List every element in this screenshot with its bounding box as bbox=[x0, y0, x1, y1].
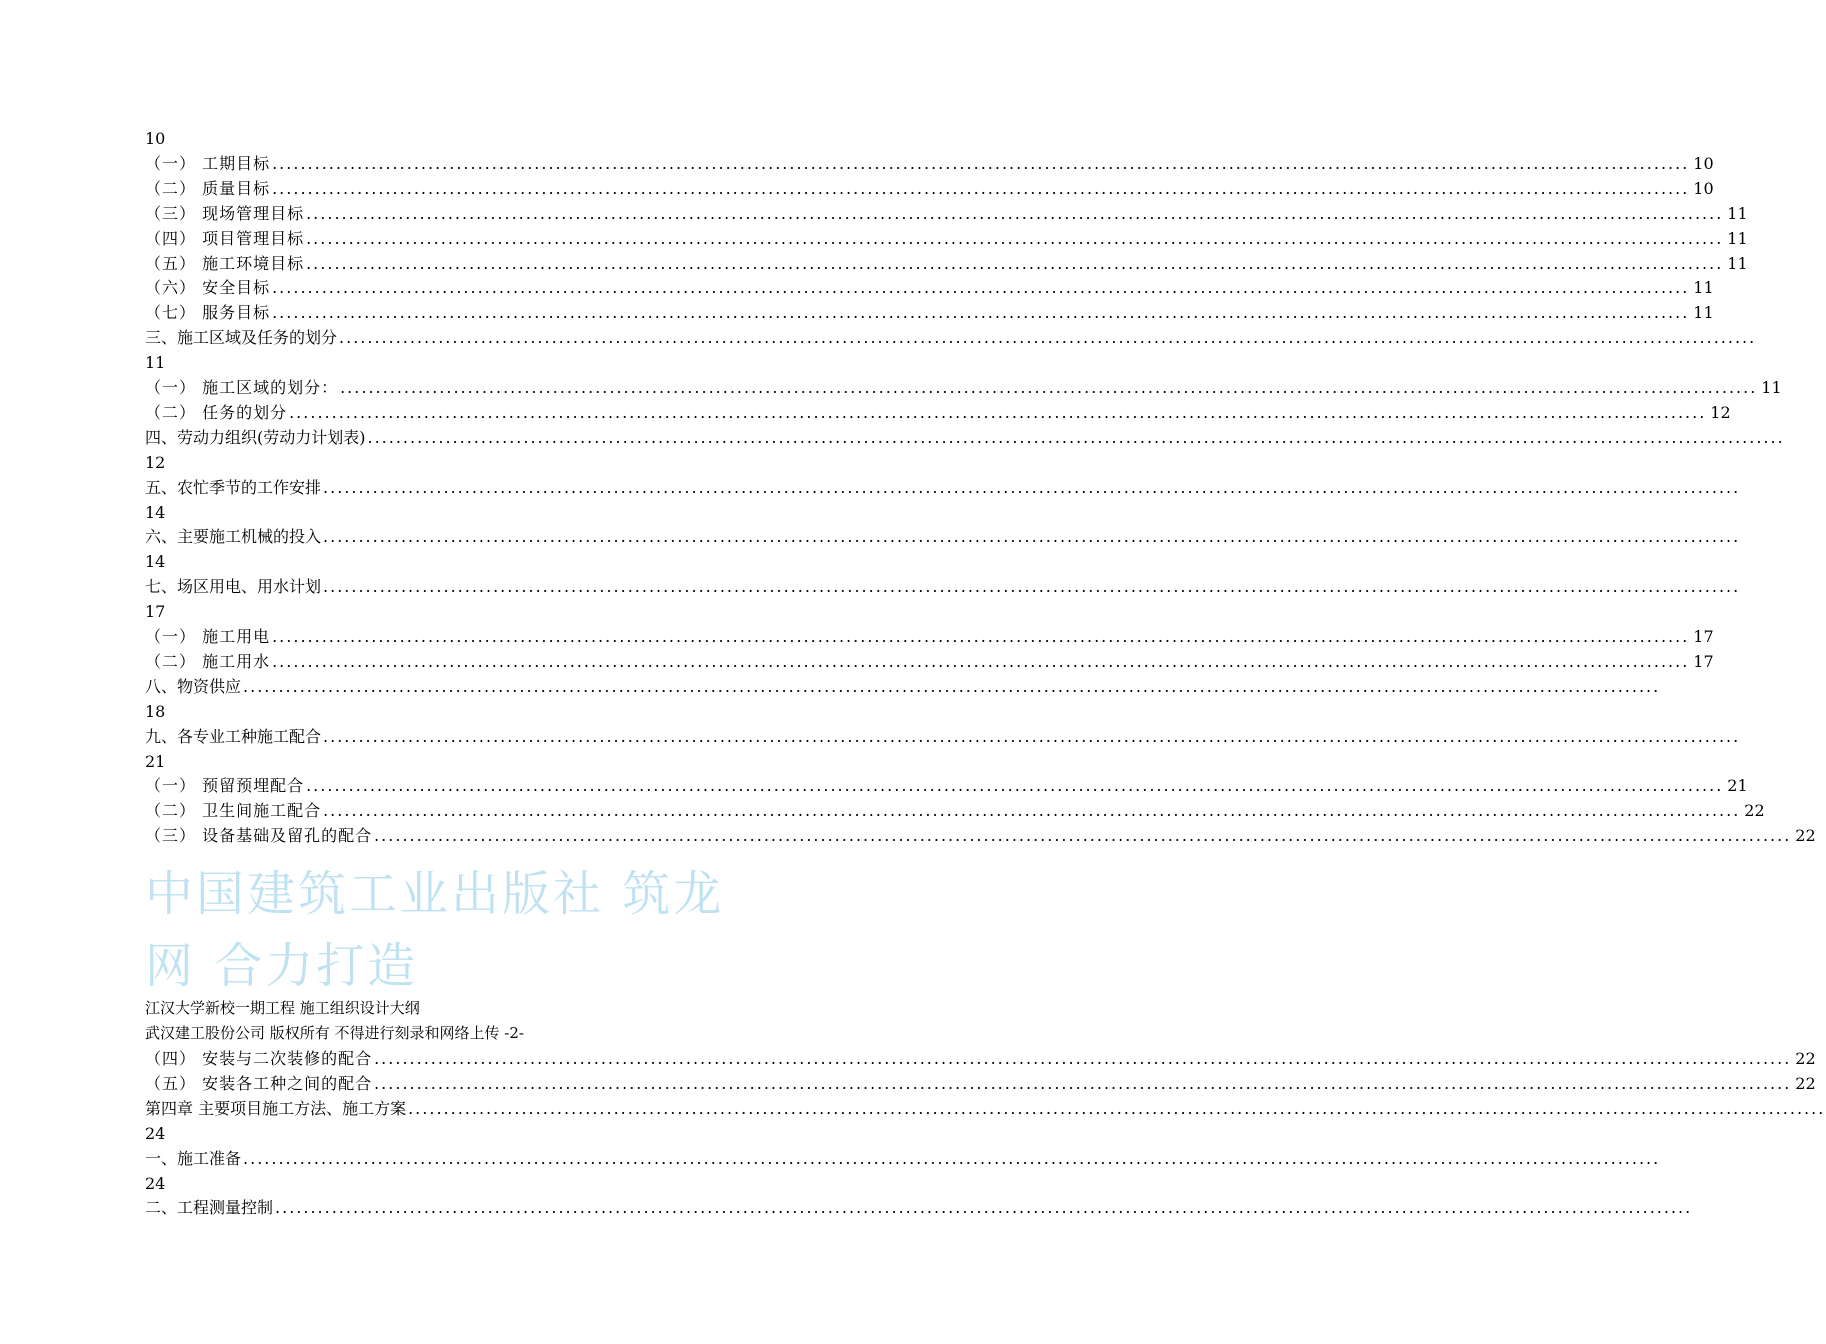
toc-leader-dots: ........................................................................................................................................................................................................ bbox=[323, 527, 1741, 547]
toc-entry-label: （二） 卫生间施工配合 bbox=[145, 801, 322, 821]
toc-entry-page: 21 bbox=[1727, 776, 1748, 796]
toc-leader-dots: ........................................................................................................................................................................................................ bbox=[272, 627, 1690, 646]
toc-entry-label: （五） 施工环境目标 bbox=[145, 253, 305, 273]
toc-entry-label: （三） 设备基础及留孔的配合 bbox=[145, 826, 373, 846]
toc-entry-page: 11 bbox=[1761, 378, 1782, 397]
toc-leader-dots: ........................................................................................................................................................................................................ bbox=[272, 153, 1690, 173]
toc-entry-label: 四、劳动力组织(劳动力计划表) bbox=[145, 427, 366, 447]
toc-entry bbox=[145, 151, 1714, 176]
toc-leader-dots: ........................................................................................................................................................................................................ bbox=[408, 1098, 1826, 1118]
toc-page-number: 21 bbox=[145, 751, 166, 771]
toc-section-heading bbox=[145, 1146, 1661, 1171]
toc-entry-label: （一） 工期目标 bbox=[145, 153, 271, 173]
toc-leader-dots: ........................................................................................................................................................................................................ bbox=[367, 427, 1785, 447]
toc-entry bbox=[145, 624, 1714, 649]
toc-entry-label: （一） 施工区域的划分： bbox=[145, 378, 339, 397]
copyright-notice: 武汉建工股份公司 版权所有 不得进行刻录和网络上传 -2- bbox=[145, 1024, 524, 1042]
document-title-header: 江汉大学新校一期工程 施工组织设计大纲 bbox=[145, 999, 420, 1017]
toc-entry-label: （一） 预留预埋配合 bbox=[145, 776, 305, 796]
toc-section-heading bbox=[145, 425, 1785, 450]
toc-page-number: 10 bbox=[145, 129, 166, 148]
toc-leader-dots: ........................................................................................................................................................................................................ bbox=[306, 203, 1724, 223]
toc-leader-dots: ........................................................................................................................................................................................................ bbox=[374, 1049, 1792, 1068]
toc-entry bbox=[145, 375, 1782, 400]
toc-leader-dots: ........................................................................................................................................................................................................ bbox=[323, 477, 1741, 497]
toc-leader-dots: ........................................................................................................................................................................................................ bbox=[272, 278, 1690, 298]
toc-entry-label: 第四章 主要项目施工方法、施工方案 bbox=[145, 1098, 407, 1118]
toc-entry-label: 六、主要施工机械的投入 bbox=[145, 527, 322, 547]
toc-section-heading bbox=[145, 524, 1741, 549]
toc-entry bbox=[145, 176, 1714, 201]
toc-entry bbox=[145, 275, 1714, 300]
toc-entry-page: 11 bbox=[1693, 303, 1714, 323]
toc-leader-dots: ........................................................................................................................................................................................................ bbox=[289, 402, 1707, 422]
toc-leader-dots: ........................................................................................................................................................................................................ bbox=[323, 726, 1741, 746]
toc-entry bbox=[145, 226, 1748, 251]
toc-entry-label: 七、场区用电、用水计划 bbox=[145, 577, 322, 597]
toc-entry-label: 九、各专业工种施工配合 bbox=[145, 726, 322, 746]
toc-entry bbox=[145, 773, 1748, 798]
toc-leader-dots: ........................................................................................................................................................................................................ bbox=[339, 328, 1757, 348]
toc-entry-page: 11 bbox=[1727, 253, 1748, 273]
toc-leader-dots: ........................................................................................................................................................................................................ bbox=[272, 651, 1690, 671]
toc-entry-page: 17 bbox=[1693, 651, 1714, 671]
toc-section-heading bbox=[145, 1195, 1693, 1220]
toc-leader-dots: ........................................................................................................................................................................................................ bbox=[306, 228, 1724, 248]
toc-entry-page: 11 bbox=[1727, 203, 1748, 223]
toc-entry bbox=[145, 400, 1731, 425]
toc-leader-dots: ........................................................................................................................................................................................................ bbox=[275, 1198, 1693, 1218]
toc-leader-dots: ........................................................................................................................................................................................................ bbox=[340, 378, 1758, 397]
toc-entry-page: 11 bbox=[1693, 278, 1714, 298]
toc-leader-dots: ........................................................................................................................................................................................................ bbox=[272, 303, 1690, 323]
toc-entry-label: （一） 施工用电 bbox=[145, 627, 271, 646]
toc-leader-dots: ........................................................................................................................................................................................................ bbox=[306, 253, 1724, 273]
toc-page-number: 11 bbox=[145, 353, 166, 373]
watermark-line-2: 网 合力打造 bbox=[145, 938, 419, 994]
toc-entry-page: 22 bbox=[1795, 826, 1816, 846]
toc-entry bbox=[145, 1046, 1816, 1071]
toc-entry-label: 八、物资供应 bbox=[145, 676, 242, 696]
toc-entry-label: 五、农忙季节的工作安排 bbox=[145, 477, 322, 497]
toc-page-number: 17 bbox=[145, 602, 166, 622]
toc-entry-page: 22 bbox=[1795, 1049, 1816, 1068]
toc-entry-label: （六） 安全目标 bbox=[145, 278, 271, 298]
toc-entry bbox=[145, 649, 1714, 674]
toc-entry-label: 二、工程测量控制 bbox=[145, 1198, 274, 1218]
toc-page-number: 24 bbox=[145, 1123, 166, 1143]
toc-entry-page: 10 bbox=[1693, 153, 1714, 173]
toc-leader-dots: ........................................................................................................................................................................................................ bbox=[243, 1148, 1661, 1168]
toc-entry-page: 10 bbox=[1693, 178, 1714, 198]
toc-leader-dots: ........................................................................................................................................................................................................ bbox=[374, 1073, 1792, 1093]
toc-leader-dots: ........................................................................................................................................................................................................ bbox=[374, 826, 1792, 846]
toc-entry-label: （二） 施工用水 bbox=[145, 651, 271, 671]
toc-leader-dots: ........................................................................................................................................................................................................ bbox=[243, 676, 1661, 696]
toc-page-number: 14 bbox=[145, 502, 166, 522]
toc-entry-label: （三） 现场管理目标 bbox=[145, 203, 305, 223]
toc-section-heading bbox=[145, 1096, 1826, 1121]
toc-page-number: 24 bbox=[145, 1173, 166, 1193]
toc-section-heading bbox=[145, 724, 1741, 749]
toc-entry bbox=[145, 823, 1816, 848]
toc-entry bbox=[145, 1071, 1816, 1096]
toc-entry-label: （四） 项目管理目标 bbox=[145, 228, 305, 248]
toc-entry-label: （二） 任务的划分 bbox=[145, 402, 288, 422]
toc-page-number: 12 bbox=[145, 452, 166, 472]
toc-entry bbox=[145, 251, 1748, 276]
toc-section-heading bbox=[145, 674, 1661, 699]
toc-entry bbox=[145, 201, 1748, 226]
toc-entry-label: 一、施工准备 bbox=[145, 1148, 242, 1168]
toc-leader-dots: ........................................................................................................................................................................................................ bbox=[306, 776, 1724, 796]
toc-entry-label: 三、施工区域及任务的划分 bbox=[145, 328, 338, 348]
toc-entry-page: 12 bbox=[1710, 402, 1731, 422]
toc-entry-label: （五） 安装各工种之间的配合 bbox=[145, 1073, 373, 1093]
toc-entry bbox=[145, 798, 1765, 823]
toc-leader-dots: ........................................................................................................................................................................................................ bbox=[323, 801, 1741, 821]
toc-entry bbox=[145, 300, 1714, 325]
toc-entry-page: 22 bbox=[1795, 1073, 1816, 1093]
toc-section-heading bbox=[145, 325, 1757, 350]
toc-entry-label: （七） 服务目标 bbox=[145, 303, 271, 323]
toc-section-heading bbox=[145, 475, 1741, 500]
toc-entry-label: （二） 质量目标 bbox=[145, 178, 271, 198]
watermark-line-1: 中国建筑工业出版社 筑龙 bbox=[145, 866, 725, 922]
toc-entry-page: 22 bbox=[1744, 801, 1765, 821]
toc-leader-dots: ........................................................................................................................................................................................................ bbox=[272, 178, 1690, 198]
toc-page-number: 14 bbox=[145, 552, 166, 572]
toc-section-heading bbox=[145, 574, 1741, 599]
toc-leader-dots: ........................................................................................................................................................................................................ bbox=[323, 577, 1741, 597]
toc-entry-page: 17 bbox=[1693, 627, 1714, 646]
toc-entry-label: （四） 安装与二次装修的配合 bbox=[145, 1049, 373, 1068]
toc-entry-page: 11 bbox=[1727, 228, 1748, 248]
toc-page-number: 18 bbox=[145, 701, 166, 721]
